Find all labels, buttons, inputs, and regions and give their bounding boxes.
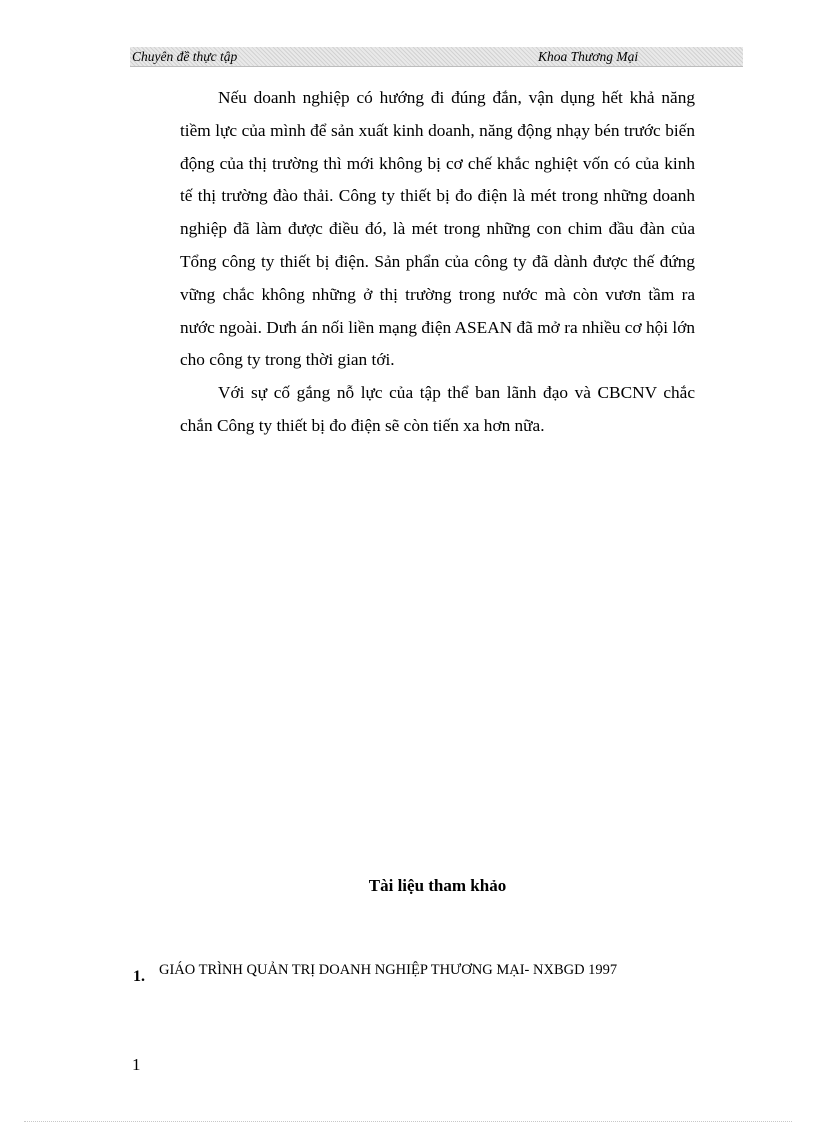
body-text — [180, 82, 695, 443]
reference-text: GIÁO TRÌNH QUẢN TRỊ DOANH NGHIỆP THƯƠNG MẠI- NXBGD 1997 — [159, 962, 618, 978]
footer-divider — [24, 1121, 792, 1122]
header-course-title: Chuyên đề thực tập — [132, 49, 238, 64]
running-header — [130, 47, 743, 67]
references-heading: Tài liệu tham khảo — [368, 876, 507, 895]
paragraph: Với sự cố gắng nỗ lực của tập thể ban lãnh đạo và CBCNV chắc chắn Công ty thiết bị đo điện sẽ còn tiến xa hơn nữa. — [180, 383, 695, 435]
paragraph: Nếu doanh nghiệp có hướng đi đúng đắn, vận dụng hết khả năng tiềm lực của mình để sản xuất kinh doanh, năng động nhạy bén trước biến động của thị trường thì mới không bị cơ chế khắc nghiệt vốn có của kinh tế thị trường đào thải. Công ty thiết bị đo điện là mét trong những doanh nghiệp đã làm được điều đó, là mét trong những con chim đầu đàn của Tổng công ty thiết bị điện. Sản phẩn của công ty đã dành được thế đứng vững chắc không những ở thị trường trong nước mà còn vươn tầm ra nước ngoài. Dưh án nối liền mạng điện ASEAN đã mở ra nhiều cơ hội lớn cho công ty trong thời gian tới. — [180, 88, 695, 370]
header-department: Khoa Thương Mại — [538, 49, 639, 64]
page-number: 1 — [132, 1055, 141, 1074]
reference-number: 1. — [133, 968, 145, 985]
